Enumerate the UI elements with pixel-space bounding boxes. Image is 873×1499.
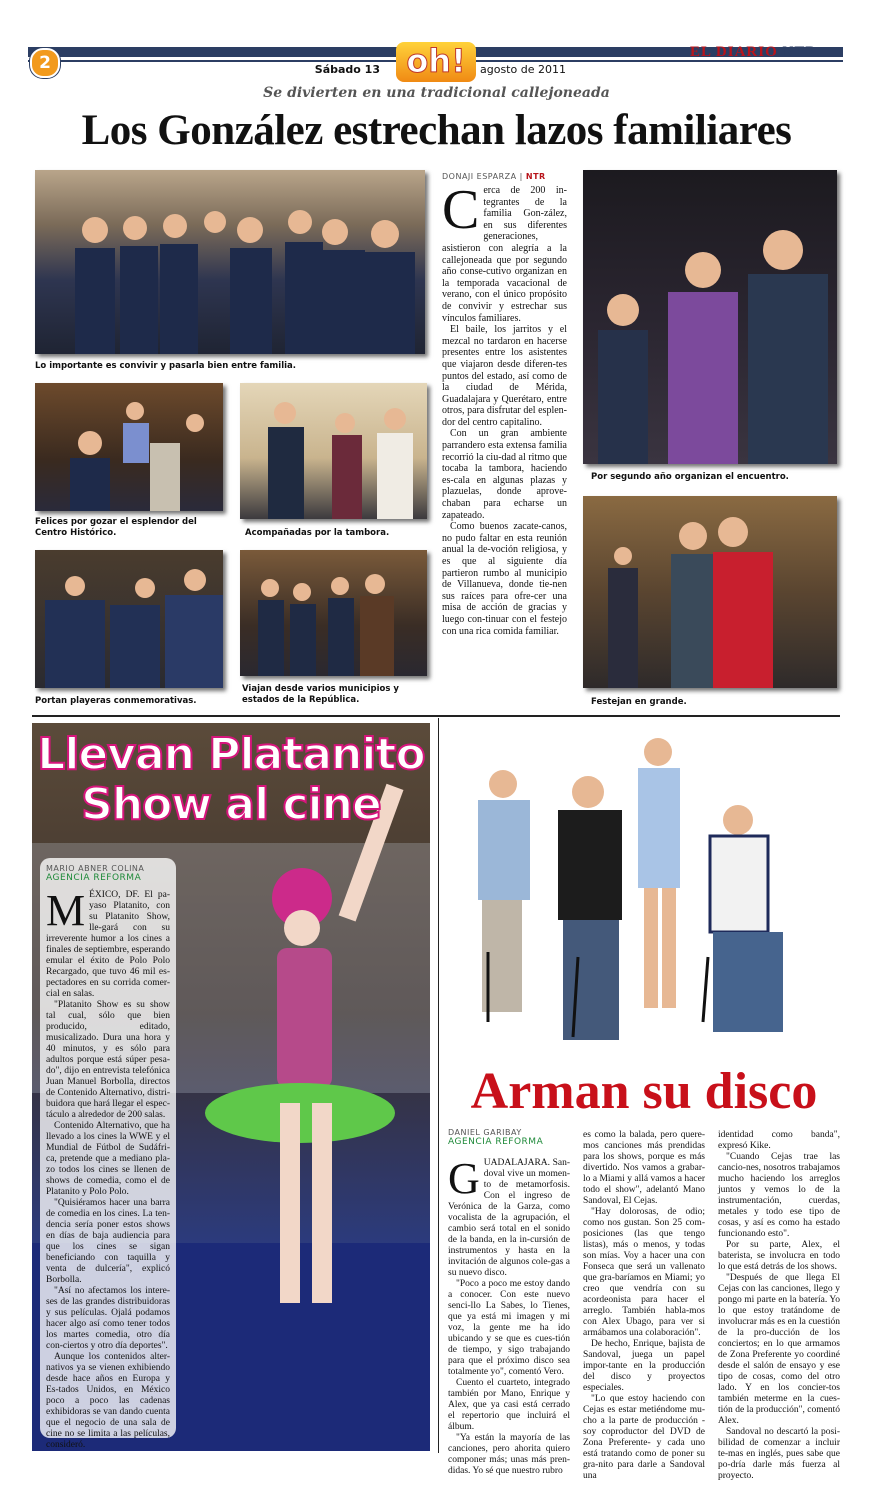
section-logo: oh! — [396, 42, 476, 82]
article-body: C erca de 200 in-tegrantes de la familia Gon-zález, en sus diferentes generaciones, asistieron con alegría a la callejoneada que por segundo año conse-cutivo organizan en la temporada vacacional de verano, con el único propósito de convivir y estrechar sus vínculos familiares. El baile, los jarritos y el mezcal no tardaron en hacerse presentes entre los asistentes que viajaron desde diferen-tes puntos del estado, así como de la ciudad de Mérida, Guadalajara y Querétaro, entre otros, para disfrutar del esplen-dor del centro capitalino. Con un gran ambiente parrandero esta extensa familia recorrió la ciu-dad al ritmo que tocaba la tambora, haciendo es-cala en algunas plazas y plazuelas, donde aprove-chaban para echarse un zapateado. Como buenos zacate-canos, no pudo faltar en esta reunión anual la de-voción religiosa, y es que al siguiente día partieron rumbo al municipio de Villanueva, donde tie-nen sus raíces para ofre-cer una misa de acción de gracias y luego con-tinuar con el festejo con una rica comida familiar. — [442, 179, 567, 637]
article-headline: Los González estrechan lazos familiares — [81, 107, 792, 154]
photo-celebration — [583, 496, 837, 688]
photo-travel-group — [240, 550, 427, 676]
photo-commemorative-shirts — [35, 550, 223, 688]
photo-caption: Festejan en grande. — [591, 697, 687, 707]
article-body: es como la balada, pero quere-mos canciones más prendidas para los shows, porque es más divertido. Nos vamos a grabar-lo a Miami y allá vamos a hacer todo el show", adelantó Mano Sandoval, El Cejas. "Hay dolorosas, de odio; como nos gustan. Son 25 com-posiciones (las que tengo listas), más o menos, y todas son mías. Voy a hacer una con Fonseca que será un vallenato que gra-baríamos en Miami; yo creo que vendría con su acordeonista para hacer el arreglo. También habla-mos con Alex Ubago, para ver si armábamos una colaboración". De hecho, Enrique, bajista de Sandoval, juega un papel impor-tante en la producción del disco y proyectos especiales. "Lo que estoy haciendo con Cejas es estar metiéndome mu-cho a la parte de producción -soy coproductor del DVD de Zona Preferente- y cada uno está tratando como de poner su gra-nito para darle a Sandoval una — [583, 1130, 705, 1481]
issue-date: agosto de 2011 — [480, 63, 566, 76]
article-body: identidad como banda", expresó Kike. "Cuando Cejas trae las cancio-nes, nosotros trabajamos mucho haciendo los arreglos juntos y vemos lo de la instrumentación, cuerdas, metales y todo ese tipo de cosas, y así es como ha estado funcionando esto". Por su parte, Alex, el baterista, se involucra en todo lo que está detrás de los shows. "Después de que llega El Cejas con las canciones, llego y pongo mi parte en la batería. Yo lo que estoy tratándome de involucrar más es en la cuestión de la pro-ducción de los conciertos; en lo que armamos de Zona Preferente yo coordiné desde el salón de ensayo y ese tipo de cosas, como del otro lado. Y en los concier-tos también meterme en la cues-tión de la producción", comentó Alex. Sandoval no descartó la posi-bilidad de comenzar a incluir te-mas en inglés, pues sabe que po-dría darle más fuerza al proyecto. — [718, 1130, 840, 1481]
drop-cap: G — [448, 1154, 480, 1203]
photo-caption: Portan playeras conmemorativas. — [35, 696, 197, 706]
photo-caption: Por segundo año organizan el encuentro. — [591, 472, 789, 482]
article-body: M ÉXICO, DF. El pa-yaso Platanito, con su Platanito Show, lle-gará con su irreverente humor a los cines a finales de septiembre, esperando emular el éxito de Polo Polo Recargado, que tuvo 46 mil es-pectadores en su corrida comer-cial en salas. "Platanito Show es su show tal cual, sólo que bien producido, editado, musicalizado. Dura una hora y 40 minutos, y es sólo para adultos porque está súper pesa-do", dijo en entrevista telefónica Juan Manuel Borbolla, directos de Contenido Alternativo, distri-buidora que hará llegar el espec-táculo a alrededor de 200 salas. Contenido Alternativo, que ha llevado a los cines la WWE y el Mundial de Fútbol de Sudáfri-ca, pretende que a mediano pla-zo todos los cines se llenen de shows de comedia, como el de Platanito y Polo Polo. "Quisiéramos hacer una barra de comedia en los cines. La ten-dencia sería poner estos shows en días de baja audiencia para que los cines se sigan beneficiando con taquilla y venta de dulcería", explicó Borbolla. "Así no afectamos los intere-ses de las grandes distribuidoras y sus películas. Ojalá podamos hacer algo así como tener todos los martes comedia, otro día con-ciertos y otro día deportes". Aunque los contenidos alter-nativos ya se vienen exhibiendo desde hace años en Europa y Es-tados Unidos, en México poco a poco las cadenas exhibidoras se van dando cuenta que el negocio de una sala de cine no se limita a las películas, consideró. — [46, 886, 170, 1450]
article-byline: MARIO ABNER COLINA AGENCIA REFORMA — [46, 864, 145, 883]
newspaper-brand: EL DIARIO NTR — [690, 44, 818, 60]
photo-caption: Acompañadas por la tambora. — [245, 528, 390, 538]
article-body: G UADALAJARA. San-doval vive un momen-to de metamorfosis. Con el ingreso de Verónica de la Garza, como vocalista de la agrupación, el cambio será total en el sonido de la banda, en la in-cursión de instrumentos y hasta en la invitación de algunos cole-gas a su nuevo disco. "Poco a poco me estoy dando a conocer. Con este nuevo senci-llo La Sabes, lo Tienes, que ya está mi imagen y mi voz, la gente me ha ido ubicando y se que es cues-tión de tiempo, y sigo trabajando para que el próximo disco sea totalmente yo", comentó Vero. Cuento el cuarteto, integrado también por Mano, Enrique y Alex, que ya casi está cerrado el repertorio que incluirá el álbum. "Ya están la mayoría de las canciones, pero ahorita quiero componer más; unas más pren-didas. Yo sé que nuestro rubro — [448, 1154, 570, 1476]
photo-caption: Felices por gozar el esplendor del Centro Histórico. — [35, 517, 197, 538]
issue-day: Sábado 13 — [314, 63, 380, 76]
photo-encounter — [583, 170, 837, 464]
drop-cap: C — [442, 179, 480, 241]
article-byline: DONAJI ESPARZA | NTR — [442, 172, 546, 181]
article-title: Arman su disco — [470, 1063, 818, 1120]
drop-cap: M — [46, 886, 86, 935]
photo-caption: Viajan desde varios municipios y estados de la República. — [242, 684, 399, 705]
photo-caption: Lo importante es convivir y pasarla bien entre familia. — [35, 361, 296, 371]
article-byline: DANIEL GARIBAY AGENCIA REFORMA — [448, 1128, 544, 1147]
photo-tambora — [240, 383, 427, 519]
photo-family-group — [35, 170, 425, 354]
page-number: 2 — [30, 48, 60, 78]
photo-band — [448, 722, 840, 1062]
article-title: Llevan Platanito Show al cine — [37, 729, 425, 830]
photo-historic-center — [35, 383, 223, 511]
section-divider — [32, 715, 840, 717]
column-divider — [438, 718, 439, 1453]
article-kicker: Se divierten en una tradicional callejoneada — [263, 85, 610, 101]
